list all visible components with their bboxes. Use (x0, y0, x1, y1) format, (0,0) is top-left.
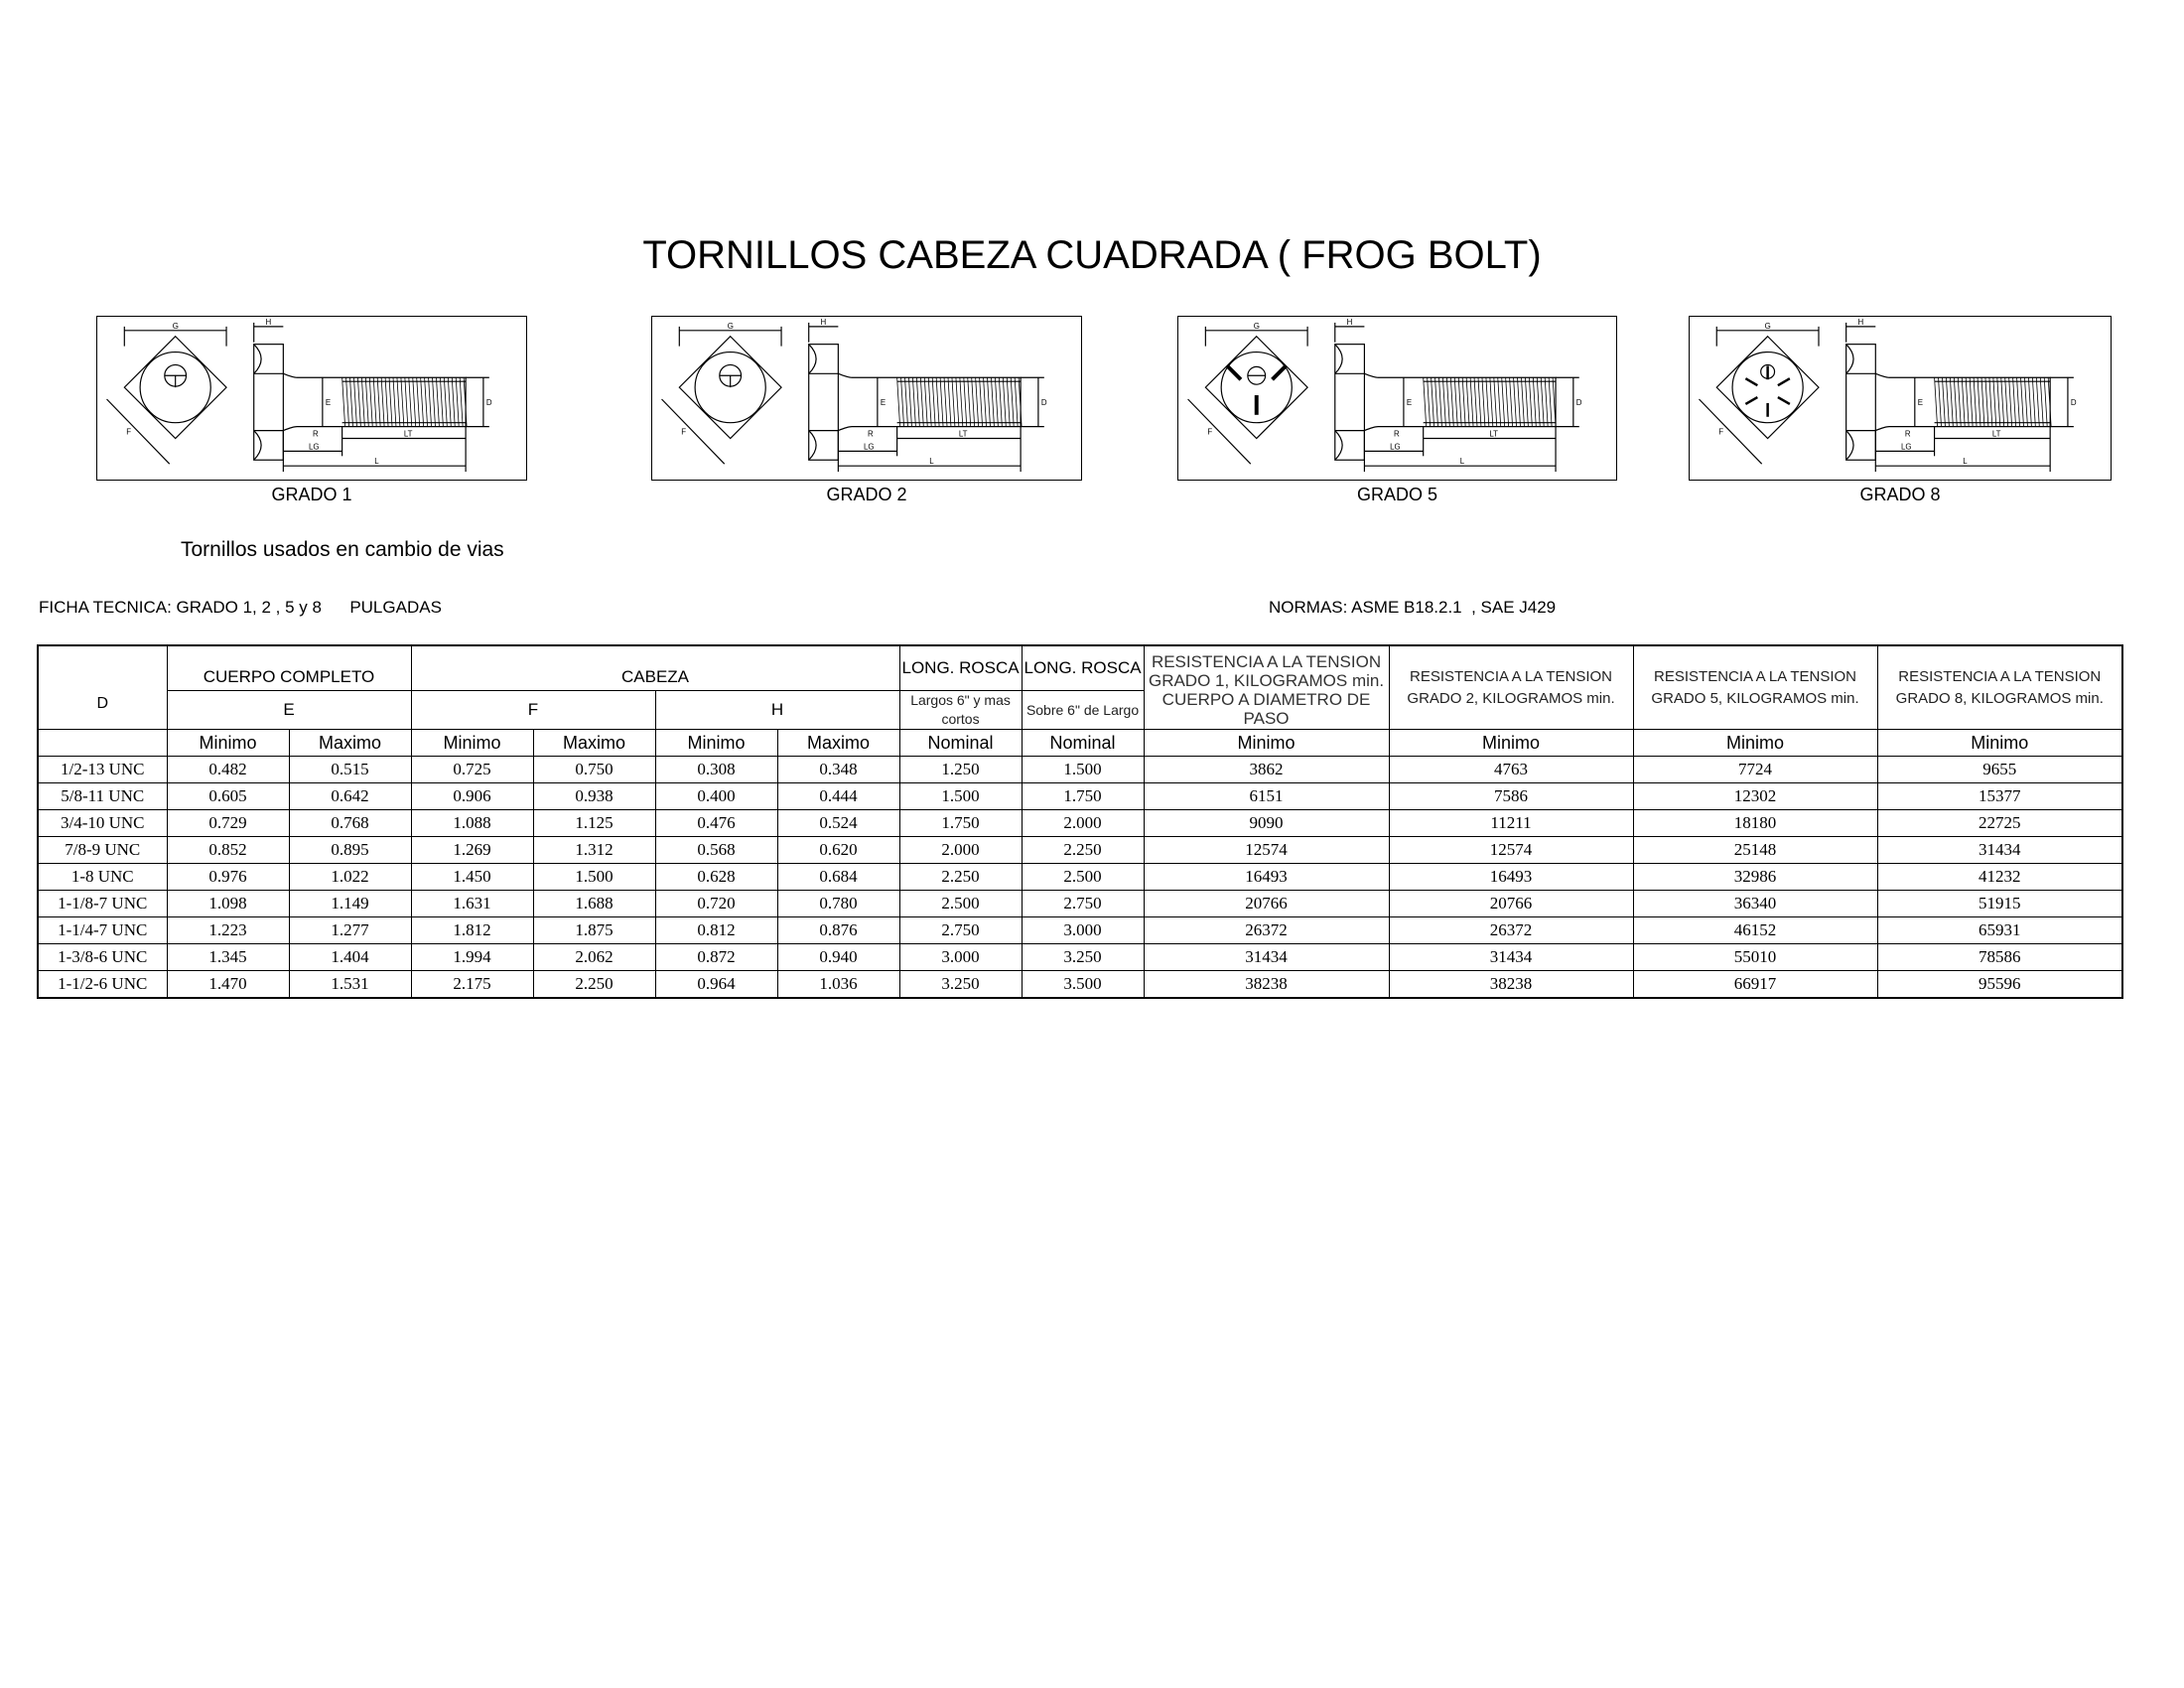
subheader-cell: Maximo (533, 730, 655, 757)
table-cell: 0.515 (289, 757, 411, 783)
table-cell: 0.568 (655, 837, 777, 864)
table-cell: 0.642 (289, 783, 411, 810)
dimension-label: E (325, 397, 332, 407)
dimension-label: F (681, 427, 687, 437)
table-row (38, 757, 2122, 783)
table-cell: 0.476 (655, 810, 777, 837)
dimension-label: LT (403, 429, 413, 439)
dimension-label: LG (1390, 442, 1401, 452)
table-cell: 0.812 (655, 917, 777, 944)
bolt-drawing-grado-2 (651, 316, 1082, 481)
figure-label-grado-8: GRADO 8 (1859, 485, 1941, 504)
table-cell: 0.938 (533, 783, 655, 810)
table-cell: 16493 (1144, 864, 1389, 891)
header-long-rosca-1: LONG. ROSCA (899, 645, 1022, 691)
table-cell: 1.098 (167, 891, 289, 917)
table-cell: 0.976 (167, 864, 289, 891)
table-cell: 65931 (1877, 917, 2122, 944)
header-d: D (38, 691, 167, 730)
table-cell: 0.482 (167, 757, 289, 783)
table-cell: 36340 (1633, 891, 1877, 917)
header-f: F (411, 691, 655, 730)
table-cell: 22725 (1877, 810, 2122, 837)
dimension-label: H (820, 317, 827, 327)
table-cell: 2.250 (533, 971, 655, 999)
table-cell: 26372 (1389, 917, 1633, 944)
row-diameter: 1-1/2-6 UNC (38, 971, 167, 999)
table-cell: 9090 (1144, 810, 1389, 837)
dimension-label: H (1346, 317, 1353, 327)
header-resistencia-grado-5: RESISTENCIA A LA TENSION GRADO 5, KILOGRAMOS min. (1633, 645, 1877, 730)
subheader-cell: Maximo (289, 730, 411, 757)
table-cell: 0.620 (777, 837, 899, 864)
table-cell: 11211 (1389, 810, 1633, 837)
subheader-cell: Minimo (411, 730, 533, 757)
table-cell: 31434 (1144, 944, 1389, 971)
bolt-diagram-grado-5 (1178, 317, 1616, 480)
table-cell: 0.628 (655, 864, 777, 891)
table-row (38, 944, 2122, 971)
ficha-tecnica: FICHA TECNICA: GRADO 1, 2 , 5 y 8 PULGADAS (39, 598, 442, 617)
header-row-1 (38, 645, 2122, 691)
figure-label-grado-2: GRADO 2 (826, 485, 907, 504)
dimension-label: D (1040, 397, 1047, 407)
hex-head-side (1335, 345, 1365, 461)
table-cell: 1.312 (533, 837, 655, 864)
hex-head-side (254, 345, 284, 461)
bolt-drawing-grado-5 (1177, 316, 1617, 481)
subheader-cell: Nominal (1022, 730, 1144, 757)
table-cell: 0.605 (167, 783, 289, 810)
dimension-label: E (1406, 397, 1413, 407)
table-cell: 2.250 (899, 864, 1022, 891)
table-cell: 0.906 (411, 783, 533, 810)
header-resistencia-grado-1: RESISTENCIA A LA TENSION GRADO 1, KILOGRAMOS min. CUERPO A DIAMETRO DE PASO (1144, 645, 1389, 730)
dimension-label: H (265, 317, 272, 327)
figure-label-grado-1: GRADO 1 (271, 485, 352, 504)
table-cell: 31434 (1389, 944, 1633, 971)
subheader-cell: Minimo (1144, 730, 1389, 757)
table-cell: 3862 (1144, 757, 1389, 783)
dimension-label: LT (1991, 429, 2001, 439)
table-cell: 1.688 (533, 891, 655, 917)
table-cell: 1.500 (899, 783, 1022, 810)
table-cell: 0.684 (777, 864, 899, 891)
table-cell: 1.531 (289, 971, 411, 999)
table-cell: 18180 (1633, 810, 1877, 837)
subheader-cell: Minimo (1633, 730, 1877, 757)
table-cell: 0.348 (777, 757, 899, 783)
table-cell: 1.088 (411, 810, 533, 837)
dimension-label: L (1459, 457, 1465, 467)
dimension-label: LT (1489, 429, 1498, 439)
header-cuerpo-completo: CUERPO COMPLETO (167, 645, 411, 691)
table-cell: 1.750 (1022, 783, 1144, 810)
table-cell: 2.750 (899, 917, 1022, 944)
subheader-cell: Maximo (777, 730, 899, 757)
hex-head-side (1846, 345, 1876, 461)
table-cell: 2.000 (899, 837, 1022, 864)
dimension-label: H (1857, 317, 1864, 327)
row-diameter: 1-1/8-7 UNC (38, 891, 167, 917)
bolt-diagram-grado-8 (1690, 317, 2111, 480)
dimension-label: G (1253, 321, 1260, 331)
table-cell: 25148 (1633, 837, 1877, 864)
table-cell: 0.729 (167, 810, 289, 837)
dimension-label: D (485, 397, 492, 407)
table-cell: 32986 (1633, 864, 1877, 891)
table-cell: 51915 (1877, 891, 2122, 917)
dimension-label: D (2070, 397, 2077, 407)
table-cell: 6151 (1144, 783, 1389, 810)
table-cell: 2.175 (411, 971, 533, 999)
table-cell: 1.223 (167, 917, 289, 944)
table-cell: 66917 (1633, 971, 1877, 999)
table-cell: 1.994 (411, 944, 533, 971)
table-cell: 0.780 (777, 891, 899, 917)
table-cell: 1.277 (289, 917, 411, 944)
header-e: E (167, 691, 411, 730)
row-diameter: 1-1/4-7 UNC (38, 917, 167, 944)
header-long-rosca-1-sub: Largos 6" y mas cortos (899, 691, 1022, 730)
row-diameter: 3/4-10 UNC (38, 810, 167, 837)
table-cell: 0.768 (289, 810, 411, 837)
table-cell: 2.062 (533, 944, 655, 971)
dimension-label: R (1394, 429, 1400, 439)
row-diameter: 1/2-13 UNC (38, 757, 167, 783)
dimension-label: F (1207, 427, 1213, 437)
header-long-rosca-2-sub: Sobre 6" de Largo (1022, 691, 1144, 730)
table-cell: 0.720 (655, 891, 777, 917)
table-cell: 0.725 (411, 757, 533, 783)
dimension-label: L (374, 457, 379, 467)
dimension-label: R (312, 429, 319, 439)
table-cell: 20766 (1144, 891, 1389, 917)
header-resistencia-grado-2: RESISTENCIA A LA TENSION GRADO 2, KILOGRAMOS min. (1389, 645, 1633, 730)
table-cell: 46152 (1633, 917, 1877, 944)
dimension-label: F (1718, 427, 1724, 437)
table-cell: 12302 (1633, 783, 1877, 810)
header-h: H (655, 691, 899, 730)
header-resistencia-grado-8: RESISTENCIA A LA TENSION GRADO 8, KILOGRAMOS min. (1877, 645, 2122, 730)
table-cell: 0.308 (655, 757, 777, 783)
dimension-label: R (867, 429, 874, 439)
bolt-diagram-grado-2 (652, 317, 1081, 480)
table-cell: 16493 (1389, 864, 1633, 891)
figure-label-grado-5: GRADO 5 (1356, 485, 1438, 504)
table-cell: 3.000 (899, 944, 1022, 971)
header-long-rosca-2: LONG. ROSCA (1022, 645, 1144, 691)
dimension-label: R (1904, 429, 1911, 439)
table-cell: 1.149 (289, 891, 411, 917)
table-cell: 0.895 (289, 837, 411, 864)
normas: NORMAS: ASME B18.2.1 , SAE J429 (1269, 598, 1557, 617)
dimension-label: D (1575, 397, 1582, 407)
table-cell: 7586 (1389, 783, 1633, 810)
subheader-cell: Nominal (899, 730, 1022, 757)
table-cell: 2.250 (1022, 837, 1144, 864)
dimension-label: LG (1900, 442, 1912, 452)
table-cell: 2.500 (899, 891, 1022, 917)
row-diameter: 1-8 UNC (38, 864, 167, 891)
table-cell: 0.852 (167, 837, 289, 864)
subtitle: Tornillos usados en cambio de vias (181, 538, 504, 561)
table-cell: 41232 (1877, 864, 2122, 891)
table-row (38, 837, 2122, 864)
table-cell: 1.036 (777, 971, 899, 999)
table-cell: 38238 (1389, 971, 1633, 999)
dimension-label: LG (864, 442, 875, 452)
dimension-label: L (929, 457, 934, 467)
table-cell: 0.400 (655, 783, 777, 810)
table-cell: 4763 (1389, 757, 1633, 783)
table-cell: 55010 (1633, 944, 1877, 971)
table-cell: 1.631 (411, 891, 533, 917)
subheader-cell: Minimo (655, 730, 777, 757)
table-cell: 1.022 (289, 864, 411, 891)
header-cabeza: CABEZA (411, 645, 899, 691)
table-cell: 1.345 (167, 944, 289, 971)
dimension-label: LG (309, 442, 320, 452)
table-cell: 0.444 (777, 783, 899, 810)
table-cell: 20766 (1389, 891, 1633, 917)
table-cell: 78586 (1877, 944, 2122, 971)
dimension-label: E (1917, 397, 1924, 407)
dimension-label: E (880, 397, 887, 407)
table-body (38, 757, 2122, 999)
dimension-label: G (1764, 321, 1771, 331)
spec-table (37, 644, 2123, 999)
table-cell: 1.812 (411, 917, 533, 944)
table-cell: 0.872 (655, 944, 777, 971)
row-diameter: 7/8-9 UNC (38, 837, 167, 864)
table-cell: 1.269 (411, 837, 533, 864)
table-cell: 15377 (1877, 783, 2122, 810)
table-cell: 1.125 (533, 810, 655, 837)
table-cell: 1.500 (533, 864, 655, 891)
table-row (38, 783, 2122, 810)
table-cell: 1.500 (1022, 757, 1144, 783)
table-cell: 95596 (1877, 971, 2122, 999)
bolt-drawing-grado-8 (1689, 316, 2112, 481)
table-cell: 1.450 (411, 864, 533, 891)
table-cell: 2.750 (1022, 891, 1144, 917)
table-cell: 12574 (1389, 837, 1633, 864)
header-d-top (38, 645, 167, 691)
header-row-3 (38, 730, 2122, 757)
dimension-label: L (1963, 457, 1968, 467)
table-cell: 9655 (1877, 757, 2122, 783)
table-cell: 1.250 (899, 757, 1022, 783)
table-cell: 0.940 (777, 944, 899, 971)
row-diameter: 1-3/8-6 UNC (38, 944, 167, 971)
subheader-cell: Minimo (1389, 730, 1633, 757)
dimension-label: LT (958, 429, 968, 439)
table-row (38, 891, 2122, 917)
table-cell: 1.875 (533, 917, 655, 944)
subheader-cell: Minimo (167, 730, 289, 757)
table-cell: 1.404 (289, 944, 411, 971)
table-cell: 2.500 (1022, 864, 1144, 891)
table-cell: 1.750 (899, 810, 1022, 837)
table-cell: 38238 (1144, 971, 1389, 999)
table-row (38, 864, 2122, 891)
table-cell: 2.000 (1022, 810, 1144, 837)
dimension-label: G (172, 321, 179, 331)
header-d-bottom (38, 730, 167, 757)
bolt-drawing-grado-1 (96, 316, 527, 481)
bolt-diagram-grado-1 (97, 317, 526, 480)
table-cell: 7724 (1633, 757, 1877, 783)
table-row (38, 971, 2122, 999)
dimension-label: F (126, 427, 132, 437)
hex-head-side (809, 345, 839, 461)
table-row (38, 810, 2122, 837)
table-cell: 3.250 (899, 971, 1022, 999)
table-cell: 12574 (1144, 837, 1389, 864)
row-diameter: 5/8-11 UNC (38, 783, 167, 810)
table-cell: 3.000 (1022, 917, 1144, 944)
subheader-cell: Minimo (1877, 730, 2122, 757)
table-cell: 31434 (1877, 837, 2122, 864)
table-cell: 3.250 (1022, 944, 1144, 971)
table-cell: 0.524 (777, 810, 899, 837)
table-cell: 0.964 (655, 971, 777, 999)
table-row (38, 917, 2122, 944)
page-title: TORNILLOS CABEZA CUADRADA ( FROG BOLT) (642, 233, 1542, 277)
table-cell: 0.750 (533, 757, 655, 783)
dimension-label: G (727, 321, 734, 331)
table-cell: 0.876 (777, 917, 899, 944)
table-cell: 1.470 (167, 971, 289, 999)
table-cell: 26372 (1144, 917, 1389, 944)
table-cell: 3.500 (1022, 971, 1144, 999)
